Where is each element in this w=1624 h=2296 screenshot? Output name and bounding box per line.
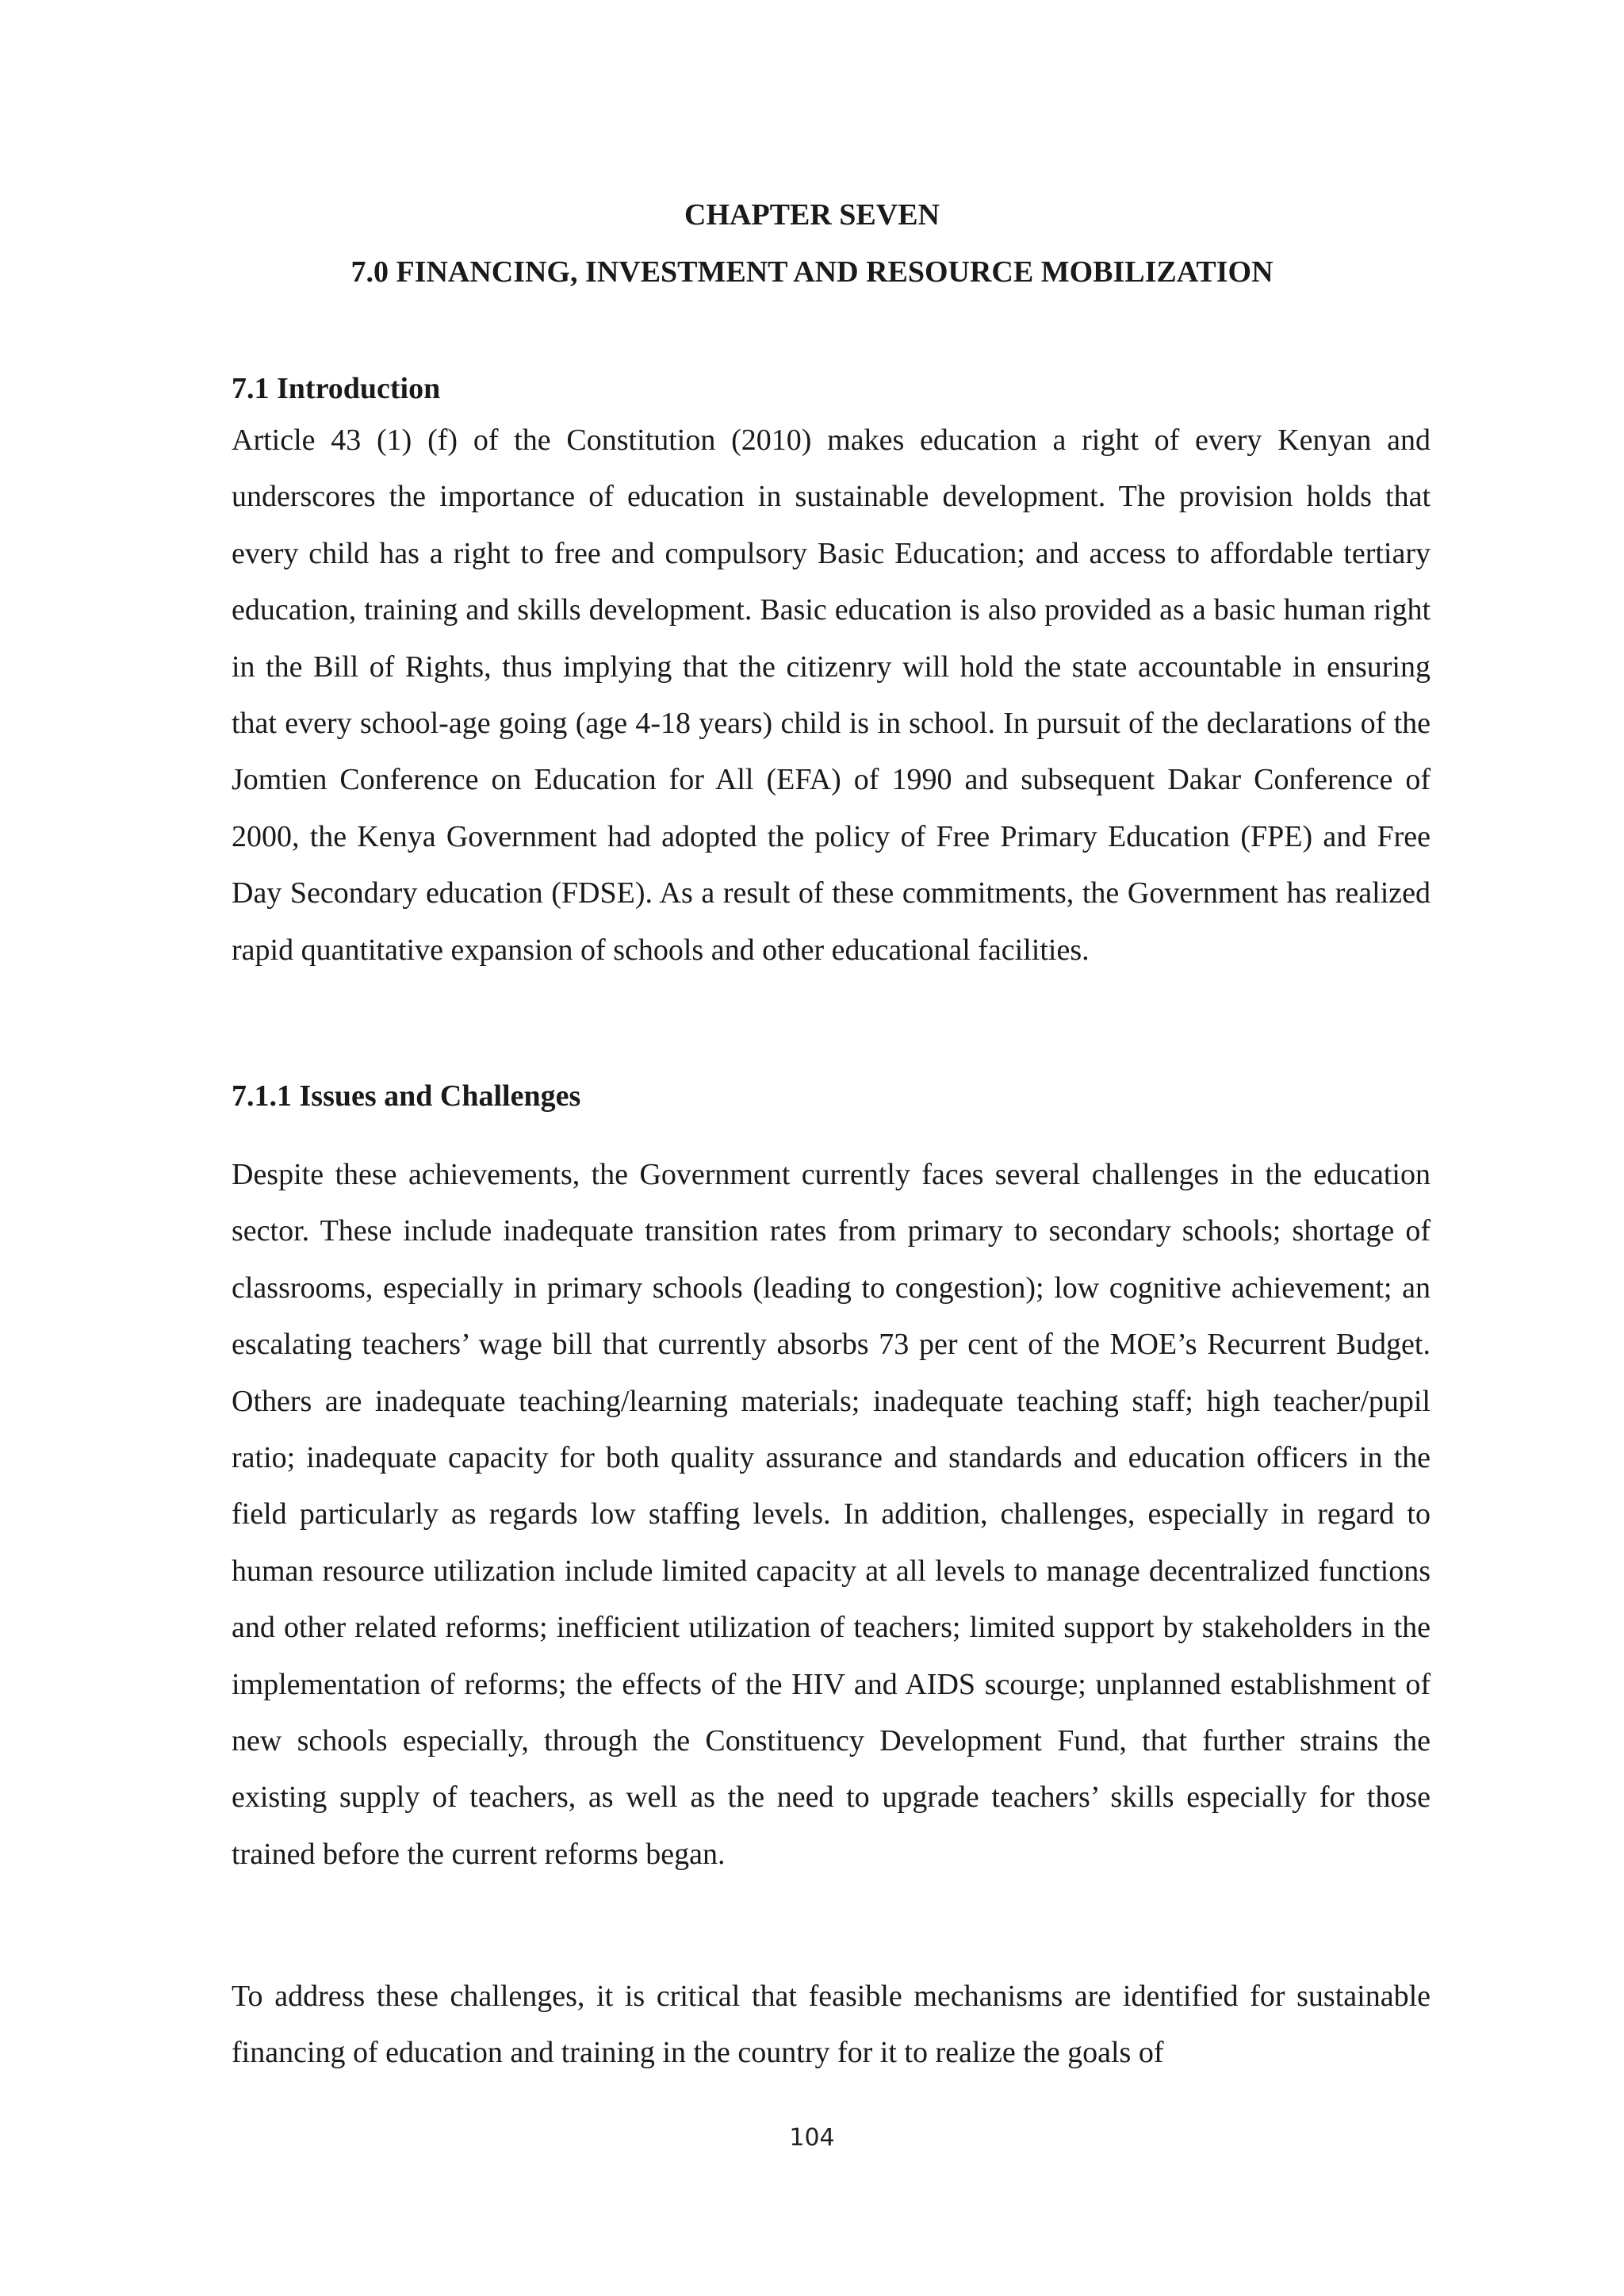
chapter-subtitle: 7.0 FINANCING, INVESTMENT AND RESOURCE MOBILIZATION [350,255,1274,289]
paragraph-address-challenges: To address these challenges, it is critical that feasible mechanisms are identified for sustainable financing of education and training in the country for it to realize the goals of [232,1980,1431,2070]
section-heading-issues: 7.1.1 Issues and Challenges [232,1079,581,1113]
page-number: 104 [789,2124,835,2152]
chapter-title: CHAPTER SEVEN [684,198,940,232]
paragraph-introduction: Article 43 (1) (f) of the Constitution (2010) makes education a right of every Kenyan and underscores the importance of education in sustainable development. The provision holds that every child has a right to free and compulsory Basic Education; and access to affordable tertiary education, training and skills development. Basic education is also provided as a basic human right in the Bill of Rights, thus implying that the citizenry will hold the state accountable in ensuring that every school-age going (age 4-18 years) child is in school. In pursuit of the declarations of the Jomtien Conference on Education for All (EFA) of 1990 and subsequent Dakar Conference of 2000, the Kenya Government had adopted the policy of Free Primary Education (FPE) and Free Day Secondary education (FDSE). As a result of these commitments, the Government has realized rapid quantitative expansion of schools and other educational facilities. [232,424,1431,967]
section-heading-introduction: 7.1 Introduction [232,372,441,405]
paragraph-issues-challenges: Despite these achievements, the Government currently faces several challenges in the education sector. These include inadequate transition rates from primary to secondary schools; shortage of classrooms, especially in primary schools (leading to congestion); low cognitive achievement; an escalating teachers’ wage bill that currently absorbs 73 per cent of the MOE’s Recurrent Budget. Others are inadequate teaching/learning materials; inadequate teaching staff; high teacher/pupil ratio; inadequate capacity for both quality assurance and standards and education officers in the field particularly as regards low staffing levels. In addition, challenges, especially in regard to human resource utilization include limited capacity at all levels to manage decentralized functions and other related reforms; inefficient utilization of teachers; limited support by stakeholders in the implementation of reforms; the effects of the HIV and AIDS scourge; unplanned establishment of new schools especially, through the Constituency Development Fund, that further strains the existing supply of teachers, as well as the need to upgrade teachers’ skills especially for those trained before the current reforms began. [232,1158,1431,1871]
